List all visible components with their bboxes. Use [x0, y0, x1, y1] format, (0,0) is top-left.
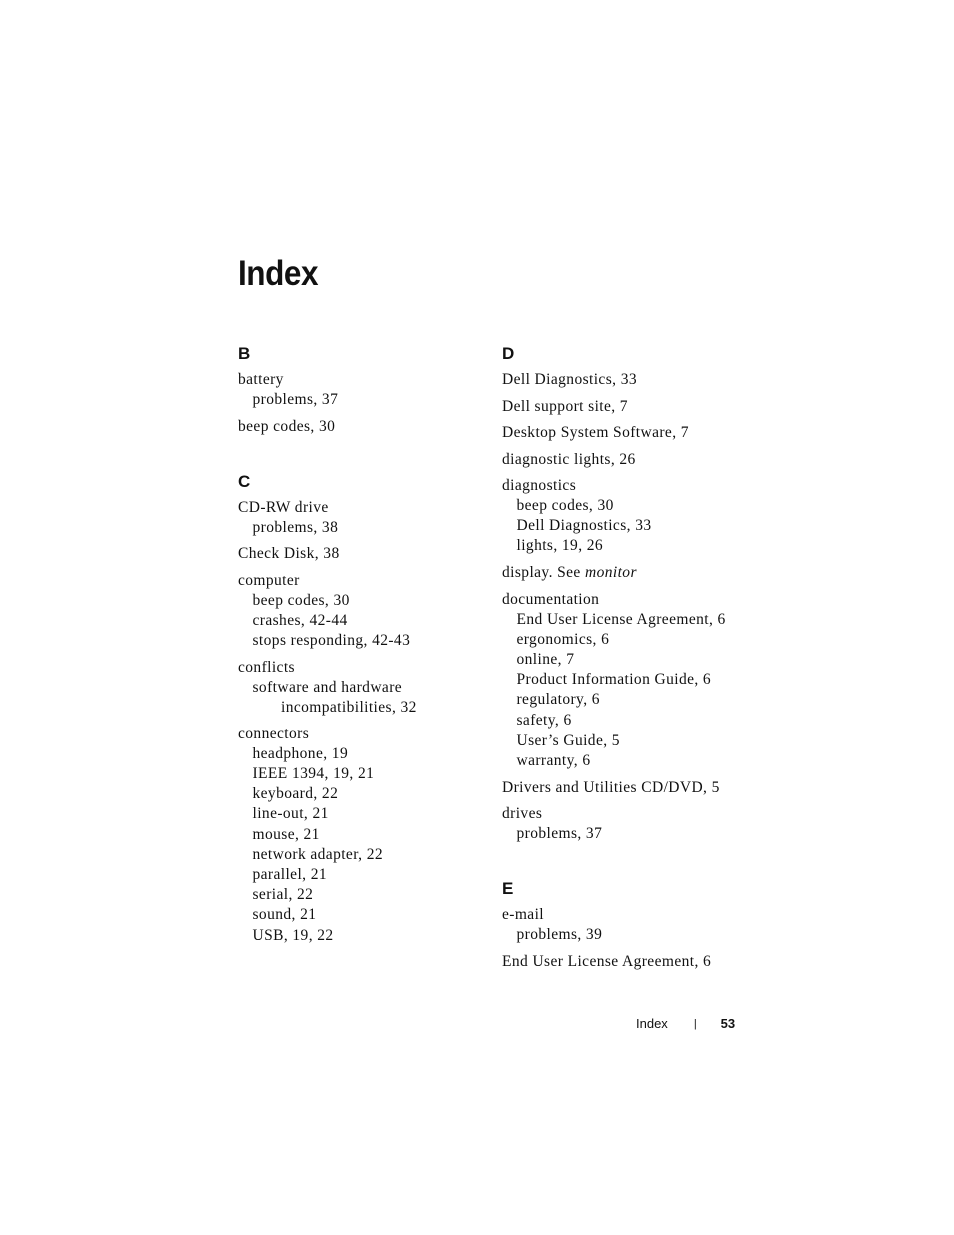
index-entry [502, 476, 742, 557]
index-subterm: problems, 39 [516, 926, 603, 944]
index-column-left [238, 344, 478, 981]
index-subterm: problems, 37 [252, 391, 339, 408]
index-subterm: online, 7 [516, 651, 575, 669]
index-subterm: IEEE 1394, 19, 21 [252, 764, 375, 782]
index-subterm: network adapter, 22 [252, 845, 384, 863]
index-section-e [502, 879, 742, 972]
footer-section-label: Index [636, 1016, 668, 1031]
index-column-right [502, 344, 742, 1007]
index-term: computer [238, 571, 300, 589]
index-subterm: crashes, 42-44 [252, 612, 348, 630]
index-term-text: display. See [502, 564, 585, 582]
index-entry [502, 423, 742, 443]
index-subterm: sound, 21 [252, 906, 317, 924]
index-entry [238, 571, 478, 652]
section-letter: D [502, 344, 515, 363]
index-entry [238, 724, 478, 946]
index-term: connectors [238, 724, 310, 742]
index-term: conflicts [238, 659, 295, 677]
index-entry [238, 417, 478, 437]
index-entry [502, 590, 742, 772]
page-number: 53 [720, 1016, 736, 1031]
section-letter: B [238, 344, 251, 363]
index-entry [502, 952, 742, 972]
index-term: Dell support site, 7 [502, 397, 628, 415]
section-letter: C [238, 471, 251, 491]
index-term: Check Disk, 38 [238, 545, 340, 563]
index-subterm: safety, 6 [516, 711, 572, 729]
index-term: Drivers and Utilities CD/DVD, 5 [502, 778, 720, 796]
index-subterm-continuation: incompatibilities, 32 [281, 699, 417, 717]
index-subterm: headphone, 19 [252, 744, 349, 762]
index-entry [238, 658, 478, 717]
index-term: beep codes, 30 [238, 417, 336, 435]
index-section-d [502, 344, 742, 844]
index-term: Dell Diagnostics, 33 [502, 371, 637, 388]
index-entry [502, 397, 742, 417]
index-entry [502, 778, 742, 798]
footer-separator: | [693, 1018, 697, 1030]
index-entry [238, 498, 478, 538]
index-subterm: User’s Guide, 5 [516, 731, 620, 749]
index-subterm: USB, 19, 22 [252, 926, 334, 944]
index-subterm: stops responding, 42-43 [252, 632, 411, 650]
index-entry [502, 563, 742, 583]
index-section-b [238, 344, 478, 437]
index-term [502, 563, 742, 583]
index-entry [238, 544, 478, 564]
index-subterm: lights, 19, 26 [516, 537, 604, 555]
index-subterm: line-out, 21 [252, 805, 329, 823]
index-subterm: regulatory, 6 [516, 691, 600, 709]
index-subterm: software and hardware [252, 679, 403, 697]
index-section-c [238, 472, 478, 946]
index-subterm: serial, 22 [252, 886, 314, 904]
page-title: Index [238, 254, 319, 293]
see-reference: monitor [584, 564, 637, 582]
index-entry [502, 804, 742, 844]
index-term: Desktop System Software, 7 [502, 424, 689, 441]
index-entry [502, 450, 742, 470]
index-term: e-mail [502, 906, 544, 924]
index-term: diagnostic lights, 26 [502, 450, 636, 468]
index-subterm: mouse, 21 [252, 825, 320, 843]
index-subterm: problems, 38 [252, 518, 339, 536]
index-subterm: ergonomics, 6 [516, 630, 610, 648]
index-subterm: End User License Agreement, 6 [516, 610, 726, 628]
index-term: CD-RW drive [238, 498, 329, 516]
index-term: battery [238, 371, 284, 388]
index-subterm: keyboard, 22 [252, 785, 339, 803]
index-term: documentation [502, 590, 600, 608]
index-term: drives [502, 805, 543, 823]
index-entry [238, 370, 478, 410]
index-entry [502, 905, 742, 945]
index-subterm: problems, 37 [516, 825, 603, 843]
index-entry [502, 370, 742, 390]
index-term: End User License Agreement, 6 [502, 953, 712, 971]
page-footer [636, 1015, 735, 1033]
index-subterm: Dell Diagnostics, 33 [516, 517, 652, 535]
index-subterm: parallel, 21 [252, 865, 328, 883]
index-subterm: warranty, 6 [516, 752, 591, 770]
index-subterm: beep codes, 30 [252, 591, 350, 609]
index-term: diagnostics [502, 477, 577, 494]
section-letter: E [502, 879, 514, 899]
index-subterm: Product Information Guide, 6 [516, 671, 712, 689]
index-subterm: beep codes, 30 [516, 497, 614, 514]
